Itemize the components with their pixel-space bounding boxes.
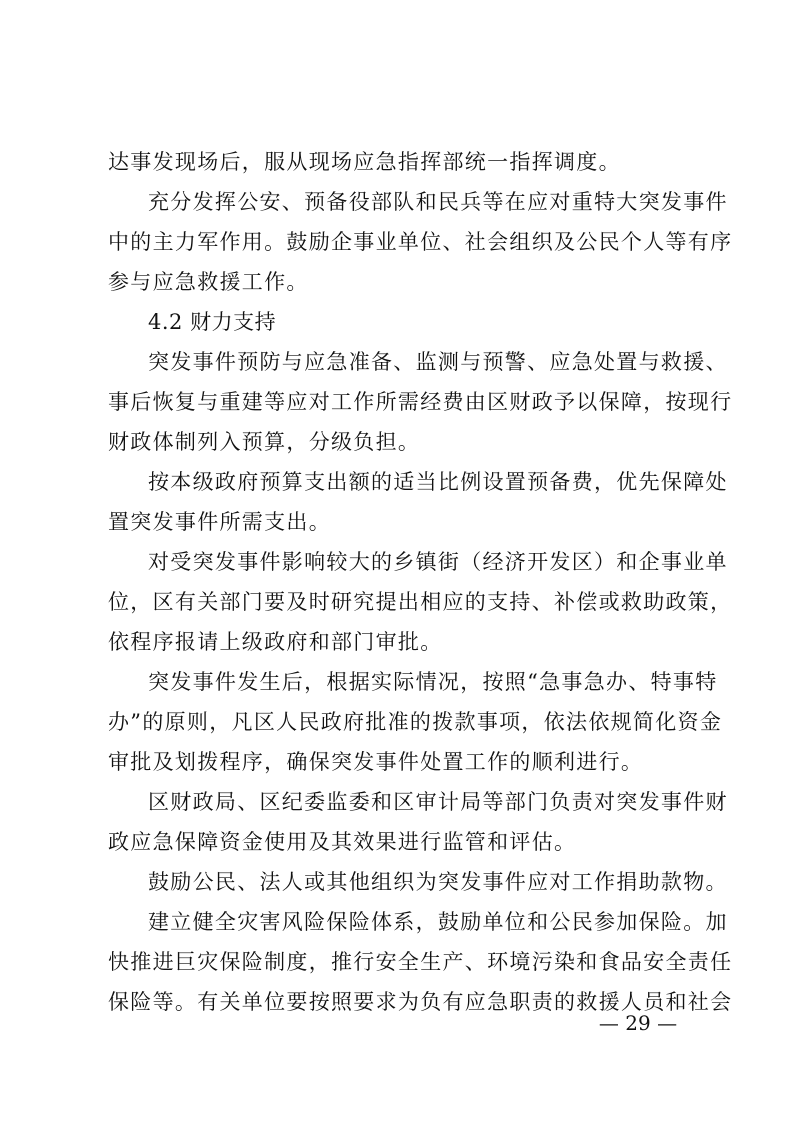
text-line: 审批及划拨程序，确保突发事件处置工作的顺利进行。 xyxy=(108,750,644,774)
text-line: 参与应急救援工作。 xyxy=(108,270,309,294)
text-line: 中的主力军作用。鼓励企事业单位、社会组织及公民个人等有序 xyxy=(108,230,733,254)
text-line: 达事发现场后，服从现场应急指挥部统一指挥调度。 xyxy=(108,150,621,174)
text-line: 位，区有关部门要及时研究提出相应的支持、补偿或救助政策， xyxy=(108,590,733,614)
text-line: 区财政局、区纪委监委和区审计局等部门负责对突发事件财 xyxy=(148,790,728,814)
text-line: 对受突发事件影响较大的乡镇街（经济开发区）和企事业单 xyxy=(148,550,728,574)
text-line: 事后恢复与重建等应对工作所需经费由区财政予以保障，按现行 xyxy=(108,390,733,414)
text-line: 办”的原则，凡区人民政府批准的拨款事项，依法依规简化资金 xyxy=(108,710,723,734)
text-line: 财政体制列入预算，分级负担。 xyxy=(108,430,421,454)
page-number: — 29 — xyxy=(598,1011,678,1035)
text-line: 突发事件预防与应急准备、监测与预警、应急处置与救援、 xyxy=(148,350,728,374)
text-line: 政应急保障资金使用及其效果进行监管和评估。 xyxy=(108,830,577,854)
text-line: 建立健全灾害风险保险体系，鼓励单位和公民参加保险。加 xyxy=(148,910,728,934)
text-line: 保险等。有关单位要按照要求为负有应急职责的救援人员和社会 xyxy=(108,990,733,1014)
text-line: 充分发挥公安、预备役部队和民兵等在应对重特大突发事件 xyxy=(148,190,728,214)
section-heading: 4.2 财力支持 xyxy=(148,310,277,334)
text-line: 突发事件发生后，根据实际情况，按照“急事急办、特事特 xyxy=(148,670,718,694)
text-line: 鼓励公民、法人或其他组织为突发事件应对工作捐助款物。 xyxy=(148,870,728,894)
text-line: 置突发事件所需支出。 xyxy=(108,510,331,534)
text-line: 快推进巨灾保险制度，推行安全生产、环境污染和食品安全责任 xyxy=(108,950,733,974)
text-line: 依程序报请上级政府和部门审批。 xyxy=(108,630,443,654)
text-line: 按本级政府预算支出额的适当比例设置预备费，优先保障处 xyxy=(148,470,728,494)
